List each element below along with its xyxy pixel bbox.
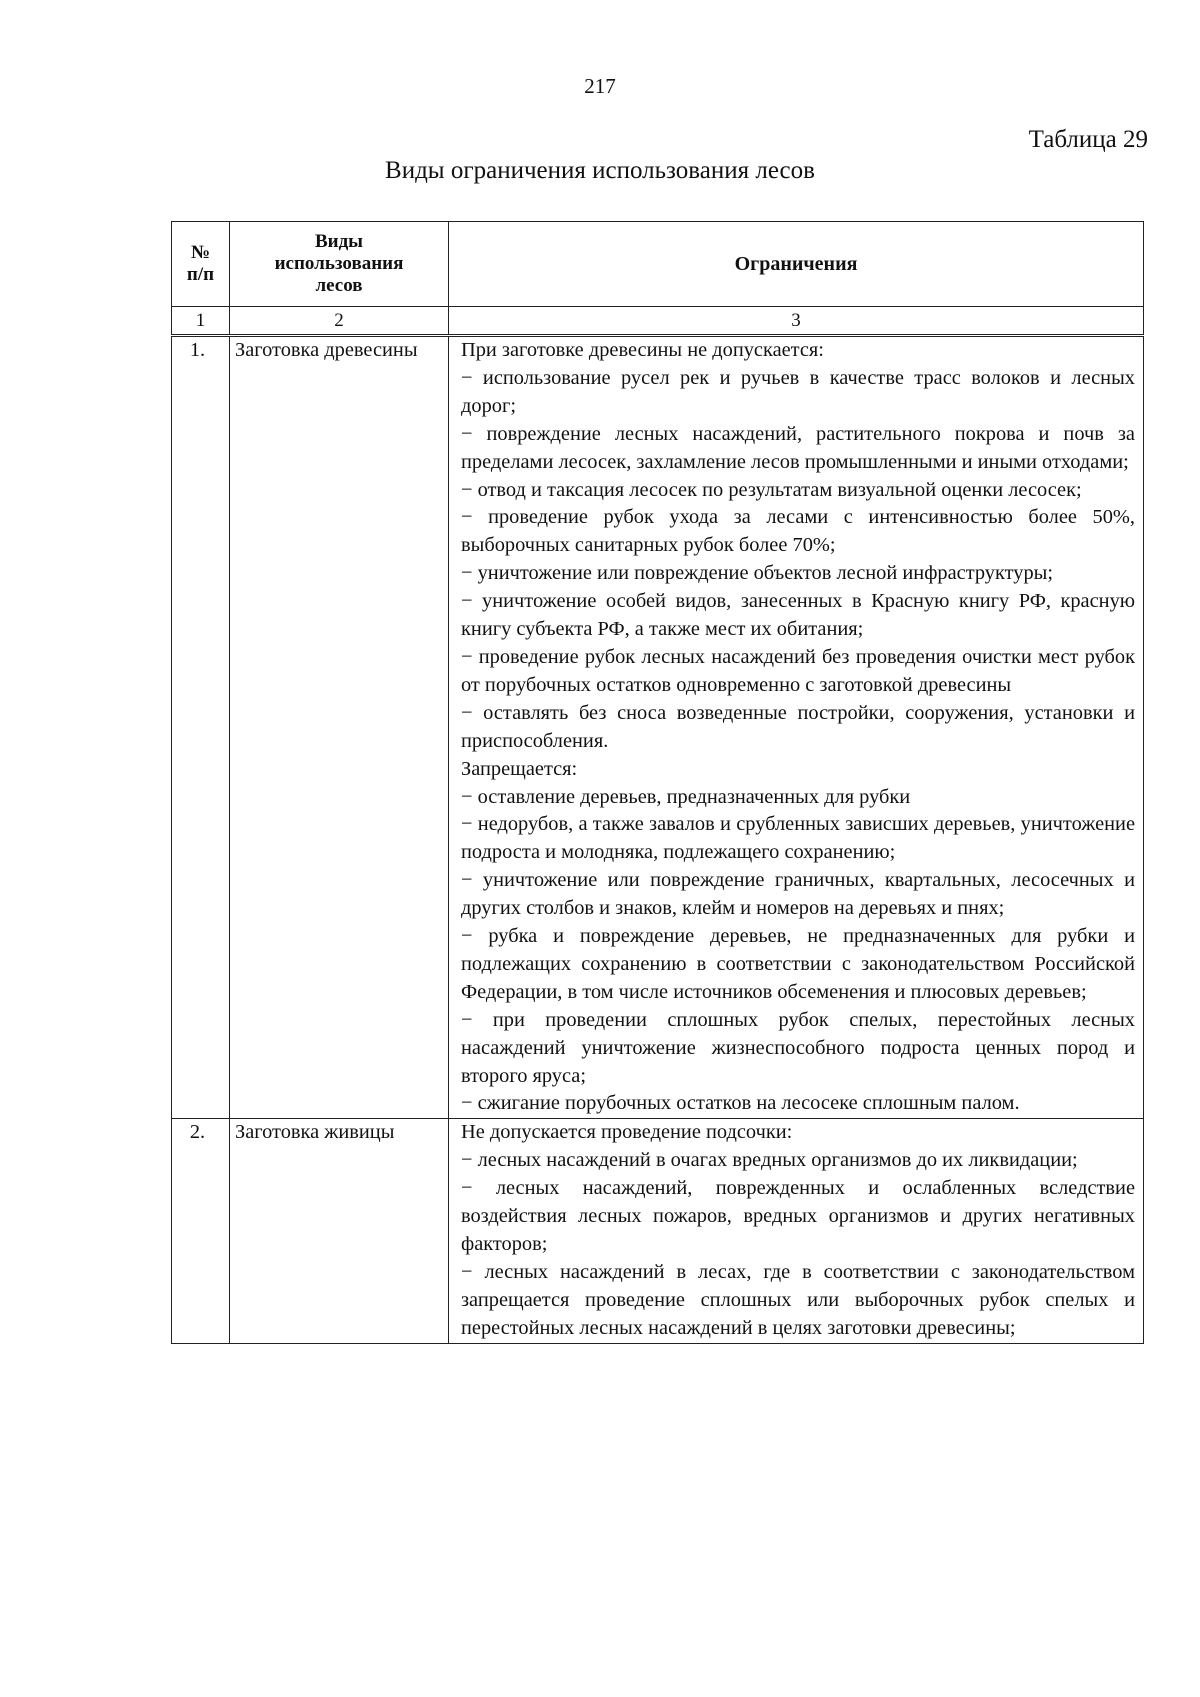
- document-title: Виды ограничения использования лесов: [385, 157, 815, 184]
- restrictions-cell: [449, 336, 1144, 1119]
- header-number-label: № п/п: [186, 242, 215, 285]
- restriction-item: − оставление деревьев, предназначенных для рубки: [461, 785, 911, 808]
- table-row: [172, 1119, 1144, 1343]
- restrictions-table: [171, 221, 1144, 1344]
- restriction-item: − сжигание порубочных остатков на лесосеке сплошным палом.: [461, 1092, 1020, 1115]
- table-header-row: [172, 222, 1144, 307]
- restriction-item: При заготовке древесины не допускается:: [461, 339, 824, 361]
- restriction-item: − лесных насаждений, поврежденных и ослабленных вследствие воздействия лесных пожаров, вредных организмов и других негативных факторов;: [461, 1177, 1135, 1255]
- forest-use-kind: Заготовка живицы: [230, 1119, 449, 1343]
- restriction-item: Запрещается:: [461, 757, 578, 780]
- forest-use-kind: Заготовка древесины: [230, 336, 449, 1119]
- header-restrictions: [449, 222, 1144, 307]
- header-restrictions-label: Ограничения: [734, 253, 858, 275]
- restrictions-cell: [449, 1119, 1144, 1343]
- column-number-3: 3: [449, 307, 1144, 336]
- restriction-item: − рубка и повреждение деревьев, не предназначенных для рубки и подлежащих сохранению в соответствии с законодательством Российской Федерации, в том числе источников обсеменения и плюсовых деревьев;: [461, 925, 1135, 1003]
- table-row: [172, 336, 1144, 1119]
- restriction-item: − уничтожение или повреждение объектов лесной инфраструктуры;: [461, 562, 1054, 585]
- restriction-item: − оставлять без сноса возведенные постройки, сооружения, установки и приспособления.: [461, 701, 1135, 752]
- restriction-item: − лесных насаждений в очагах вредных организмов до их ликвидации;: [461, 1149, 1078, 1172]
- restriction-item: − при проведении сплошных рубок спелых, перестойных лесных насаждений уничтожение жизнеспособного подроста ценных пород и второго яруса;: [461, 1008, 1135, 1087]
- restriction-item: Не допускается проведение подсочки:: [461, 1121, 793, 1144]
- column-number-2: 2: [230, 307, 449, 336]
- header-forest-use-kind: [230, 222, 449, 307]
- table-label: Таблица 29: [1028, 126, 1148, 153]
- restriction-item: − уничтожение или повреждение граничных, квартальных, лесосечных и других столбов и знаков, клейм и номеров на деревьях и пнях;: [461, 869, 1135, 920]
- column-number-1: 1: [172, 307, 230, 336]
- restriction-item: − уничтожение особей видов, занесенных в Красную книгу РФ, красную книгу субъекта РФ, а также мест их обитания;: [461, 590, 1135, 641]
- restriction-item: − лесных насаждений в лесах, где в соответствии с законодательством запрещается проведение сплошных или выборочных рубок спелых и перестойных лесных насаждений в целях заготовки древесины;: [461, 1260, 1135, 1339]
- header-forest-use-kind-label: Виды использования лесов: [274, 231, 404, 296]
- restriction-item: − отвод и таксация лесосек по результатам визуальной оценки лесосек;: [461, 478, 1082, 501]
- row-number: 2.: [172, 1119, 230, 1343]
- header-number: [172, 222, 230, 307]
- page-number: 217: [584, 74, 616, 98]
- restriction-item: − недорубов, а также завалов и срубленных зависших деревьев, уничтожение подроста и молодняка, подлежащего сохранению;: [461, 813, 1135, 864]
- restriction-item: − использование русел рек и ручьев в качестве трасс волоков и лесных дорог;: [461, 366, 1135, 417]
- restriction-item: − повреждение лесных насаждений, растительного покрова и почв за пределами лесосек, захламление лесов промышленными и иными отходами;: [461, 422, 1135, 473]
- restriction-item: − проведение рубок ухода за лесами с интенсивностью более 50%, выборочных санитарных рубок более 70%;: [461, 506, 1135, 557]
- column-number-row: [172, 307, 1144, 336]
- row-number: 1.: [172, 336, 230, 1119]
- restriction-item: − проведение рубок лесных насаждений без проведения очистки мест рубок от порубочных остатков одновременно с заготовкой древесины: [461, 645, 1135, 696]
